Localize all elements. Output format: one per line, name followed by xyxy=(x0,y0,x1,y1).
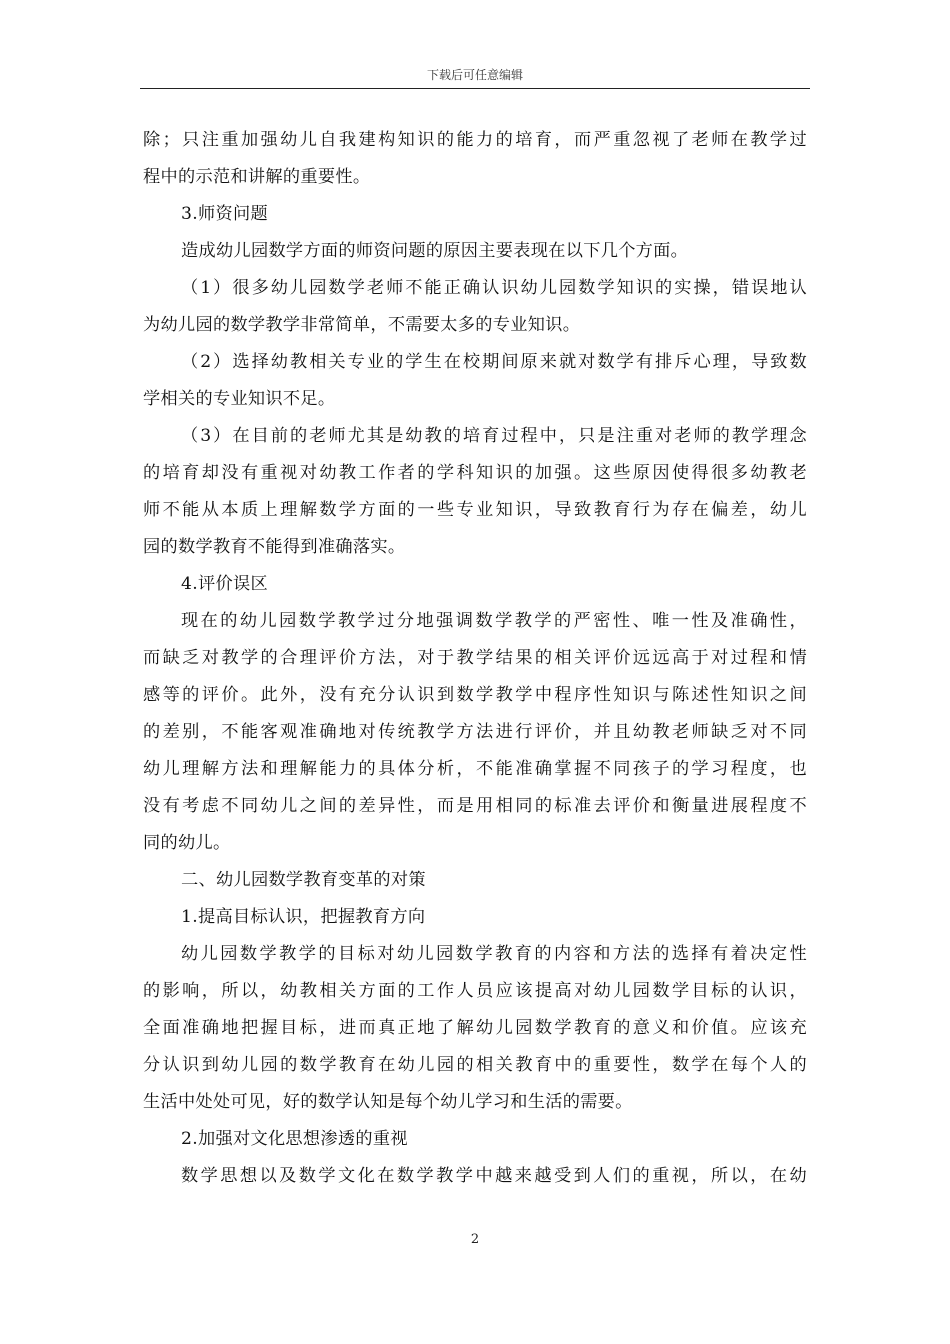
text-line: 为幼儿园的数学教学非常简单，不需要太多的专业知识。 xyxy=(143,315,581,335)
text-line: 而缺乏对教学的合理评价方法，对于教学结果的相关评价远远高于对过程和情 xyxy=(143,648,807,668)
page-number: 2 xyxy=(470,1232,480,1247)
text-line: 没有考虑不同幼儿之间的差异性，而是用相同的标准去评价和衡量进展程度不 xyxy=(143,796,807,816)
document-body xyxy=(143,122,807,1195)
text-line: 数学思想以及数学文化在数学教学中越来越受到人们的重视，所以，在幼 xyxy=(181,1166,807,1186)
text-line: 除；只注重加强幼儿自我建构知识的能力的培育，而严重忽视了老师在教学过 xyxy=(143,130,807,150)
text-line: 造成幼儿园数学方面的师资问题的原因主要表现在以下几个方面。 xyxy=(181,241,689,261)
text-line: （2）选择幼教相关专业的学生在校期间原来就对数学有排斥心理，导致数 xyxy=(181,352,807,372)
text-line: 3.师资问题 xyxy=(181,204,268,224)
text-line: 4.评价误区 xyxy=(181,574,268,594)
text-line: 程中的示范和讲解的重要性。 xyxy=(143,167,371,187)
text-line: （1）很多幼儿园数学老师不能正确认识幼儿园数学知识的实操，错误地认 xyxy=(181,278,807,298)
page-header: 下载后可任意编辑 xyxy=(426,68,523,82)
text-line: 分认识到幼儿园的数学教育在幼儿园的相关教育中的重要性，数学在每个人的 xyxy=(143,1055,807,1075)
text-line: 的培育却没有重视对幼教工作者的学科知识的加强。这些原因使得很多幼教老 xyxy=(143,463,807,483)
text-line: 同的幼儿。 xyxy=(143,833,231,853)
text-line: 生活中处处可见，好的数学认知是每个幼儿学习和生活的需要。 xyxy=(143,1092,633,1112)
text-line: 的差别，不能客观准确地对传统教学方法进行评价，并且幼教老师缺乏对不同 xyxy=(143,722,807,742)
text-line: 园的数学教育不能得到准确落实。 xyxy=(143,537,406,557)
header-rule xyxy=(140,88,810,89)
text-line: 感等的评价。此外，没有充分认识到数学教学中程序性知识与陈述性知识之间 xyxy=(143,685,807,705)
text-line: 的影响，所以，幼教相关方面的工作人员应该提高对幼儿园数学目标的认识， xyxy=(143,981,807,1001)
text-line: 现在的幼儿园数学教学过分地强调数学教学的严密性、唯一性及准确性， xyxy=(181,611,807,631)
text-line: 2.加强对文化思想渗透的重视 xyxy=(181,1129,408,1149)
text-line: 师不能从本质上理解数学方面的一些专业知识，导致教育行为存在偏差，幼儿 xyxy=(143,500,807,520)
text-line: 1.提高目标认识，把握教育方向 xyxy=(181,907,426,927)
text-line: 学相关的专业知识不足。 xyxy=(143,389,336,409)
text-line: 幼儿理解方法和理解能力的具体分析，不能准确掌握不同孩子的学习程度，也 xyxy=(143,759,807,779)
text-line: （3）在目前的老师尤其是幼教的培育过程中，只是注重对老师的教学理念 xyxy=(181,426,807,446)
text-line: 幼儿园数学教学的目标对幼儿园数学教育的内容和方法的选择有着决定性 xyxy=(181,944,807,964)
text-line: 二、幼儿园数学教育变革的对策 xyxy=(181,870,426,890)
text-line: 全面准确地把握目标，进而真正地了解幼儿园数学教育的意义和价值。应该充 xyxy=(143,1018,807,1038)
